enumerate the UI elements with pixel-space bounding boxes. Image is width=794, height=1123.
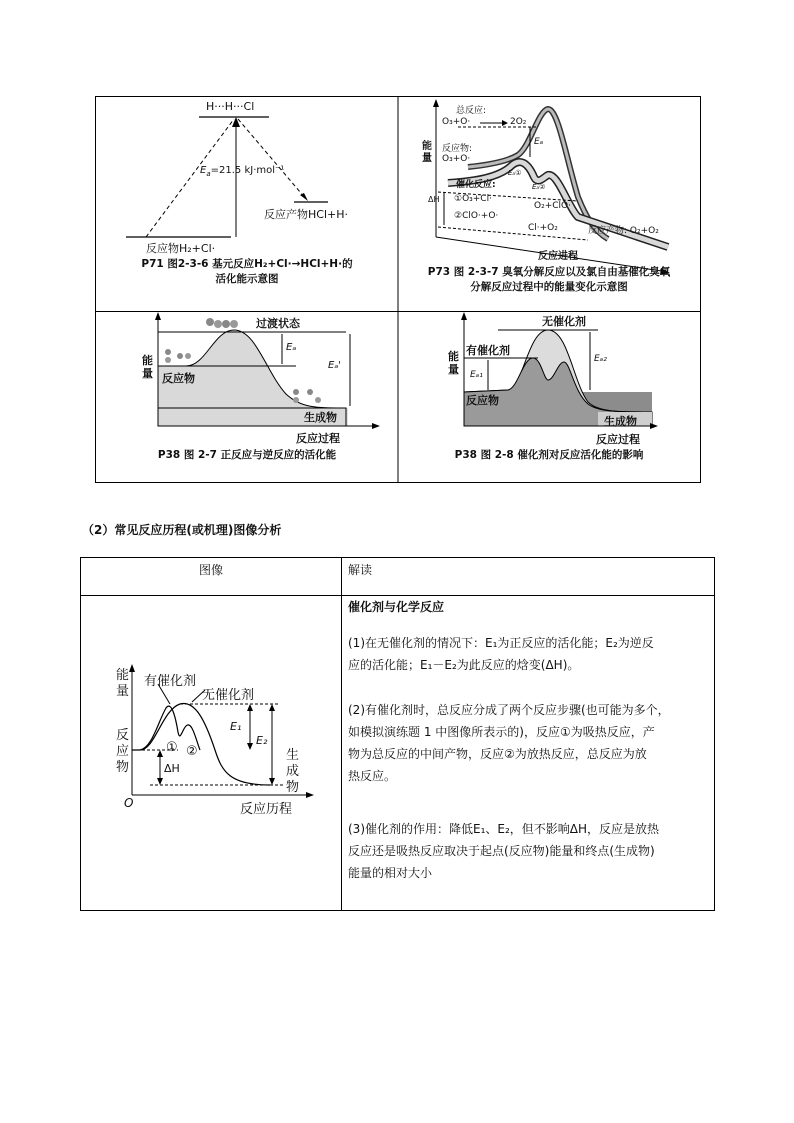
fig2-step1-prod: O₂+ClO· bbox=[534, 201, 571, 211]
fig3-reactant: 反应物 bbox=[162, 372, 195, 385]
fig2-total-left: O₃+O· bbox=[442, 117, 471, 127]
fig1-ea-label: $E_a=21.5$ kJ·mol⁻¹ bbox=[200, 165, 285, 178]
figure-ozone-decomposition bbox=[398, 97, 700, 311]
fig2-reactant-eq: O₃+O· bbox=[442, 154, 471, 164]
table-header-reading: 解读 bbox=[348, 563, 373, 577]
fig4-no-cat: 无催化剂 bbox=[542, 315, 586, 328]
diagram-e2: E₂ bbox=[256, 734, 268, 747]
fig3-ea-prime: Eₐ' bbox=[328, 360, 341, 371]
diagram-step1: ① bbox=[166, 740, 178, 755]
fig2-ea2: Eₐ② bbox=[532, 183, 546, 191]
fig2-y-label: 能量 bbox=[422, 141, 432, 164]
diagram-with-cat: 有催化剂 bbox=[144, 674, 197, 689]
fig4-ea2: Eₐ₂ bbox=[594, 354, 607, 364]
reading-paragraph-2: (2)有催化剂时，总反应分成了两个反应步骤(也可能为多个， 如模拟演练题 1 中图像所表示的)，反应①为吸热反应，产 物为总反应的中间产物，反应②为放热反应，总反应为放 热反应。 bbox=[348, 703, 670, 783]
fig3-ea: Eₐ bbox=[286, 342, 297, 353]
reading-paragraph-1: (1)在无催化剂的情况下：E₁为正反应的活化能；E₂为逆反 应的活化能；E₁－E₂为此反应的焓变(ΔH)。 bbox=[348, 636, 654, 672]
fig3-product: 生成物 bbox=[304, 411, 337, 424]
diagram-y-label: 能 量 bbox=[116, 668, 130, 699]
diagram-product: 生 成 物 bbox=[286, 748, 300, 795]
diagram-step2: ② bbox=[186, 744, 198, 759]
fig4-product: 生成物 bbox=[604, 415, 637, 428]
fig2-caption: P73 图 2-3-7 臭氧分解反应以及氯自由基催化臭氧 分解反应过程中的能量变化示意图 bbox=[427, 266, 671, 293]
fig3-x-label: 反应过程 bbox=[296, 432, 340, 445]
figure-forward-reverse-activation bbox=[96, 312, 398, 482]
diagram-reactant: 反 应 物 bbox=[116, 728, 130, 775]
diagram-dh: ΔH bbox=[164, 762, 180, 775]
fig2-ea1: Eₐ① bbox=[508, 169, 522, 177]
fig4-x-label: 反应过程 bbox=[596, 433, 640, 446]
fig2-step2-prod: Cl·+O₂ bbox=[528, 223, 558, 233]
fig3-y-label: 能量 bbox=[142, 354, 153, 380]
fig2-step1: ①O₃+Cl· bbox=[454, 194, 492, 204]
fig2-ea: Eₐ bbox=[534, 137, 544, 147]
fig2-total-right: 2O₂ bbox=[510, 117, 527, 127]
fig1-top-label: H···H···Cl bbox=[206, 100, 255, 113]
fig2-x-label: 反应进程 bbox=[538, 251, 578, 262]
fig3-transition: 过渡状态 bbox=[256, 317, 300, 330]
fig2-reactant-label: 反应物: bbox=[442, 144, 473, 154]
fig2-catalyzed: 催化反应: bbox=[456, 180, 496, 190]
figure-catalyst-effect bbox=[398, 312, 700, 482]
diagram-no-cat: 无催化剂 bbox=[202, 688, 255, 703]
fig1-product: 反应产物HCl+H· bbox=[264, 208, 348, 221]
table-header-image: 图像 bbox=[198, 563, 223, 577]
fig4-caption: P38 图 2-8 催化剂对反应活化能的影响 bbox=[454, 449, 644, 461]
diagram-e1: E₁ bbox=[230, 720, 242, 733]
figure-activation-energy-h2-cl bbox=[96, 97, 398, 311]
catalyst-energy-diagram bbox=[110, 660, 330, 820]
fig2-dh: ΔH bbox=[428, 195, 440, 204]
fig1-caption: P71 图2-3-6 基元反应H₂+Cl·→HCl+H·的 活化能示意图 bbox=[141, 258, 353, 285]
reading-title: 催化剂与化学反应 bbox=[348, 600, 445, 614]
fig2-total-label: 总反应: bbox=[456, 106, 487, 116]
fig4-reactant: 反应物 bbox=[466, 394, 499, 407]
fig2-step2: ②ClO·+O· bbox=[454, 211, 499, 221]
fig4-with-cat: 有催化剂 bbox=[466, 344, 510, 357]
fig2-product: 反应产物: O₂+O₂ bbox=[588, 226, 659, 236]
diagram-origin: O bbox=[124, 796, 134, 810]
fig3-caption: P38 图 2-7 正反应与逆反应的活化能 bbox=[157, 449, 337, 461]
fig1-reactant: 反应物H₂+Cl· bbox=[146, 242, 216, 255]
fig4-ea1: Eₐ₁ bbox=[470, 370, 483, 380]
section-title: （2）常见反应历程(或机理)图像分析 bbox=[82, 523, 282, 537]
reading-paragraph-3: (3)催化剂的作用：降低E₁、E₂，但不影响ΔH，反应是放热 反应还是吸热反应取决于起点(反应物)能量和终点(生成物) 能量的相对大小 bbox=[348, 822, 660, 880]
diagram-x-label: 反应历程 bbox=[240, 802, 293, 817]
fig4-y-label: 能量 bbox=[448, 350, 459, 376]
